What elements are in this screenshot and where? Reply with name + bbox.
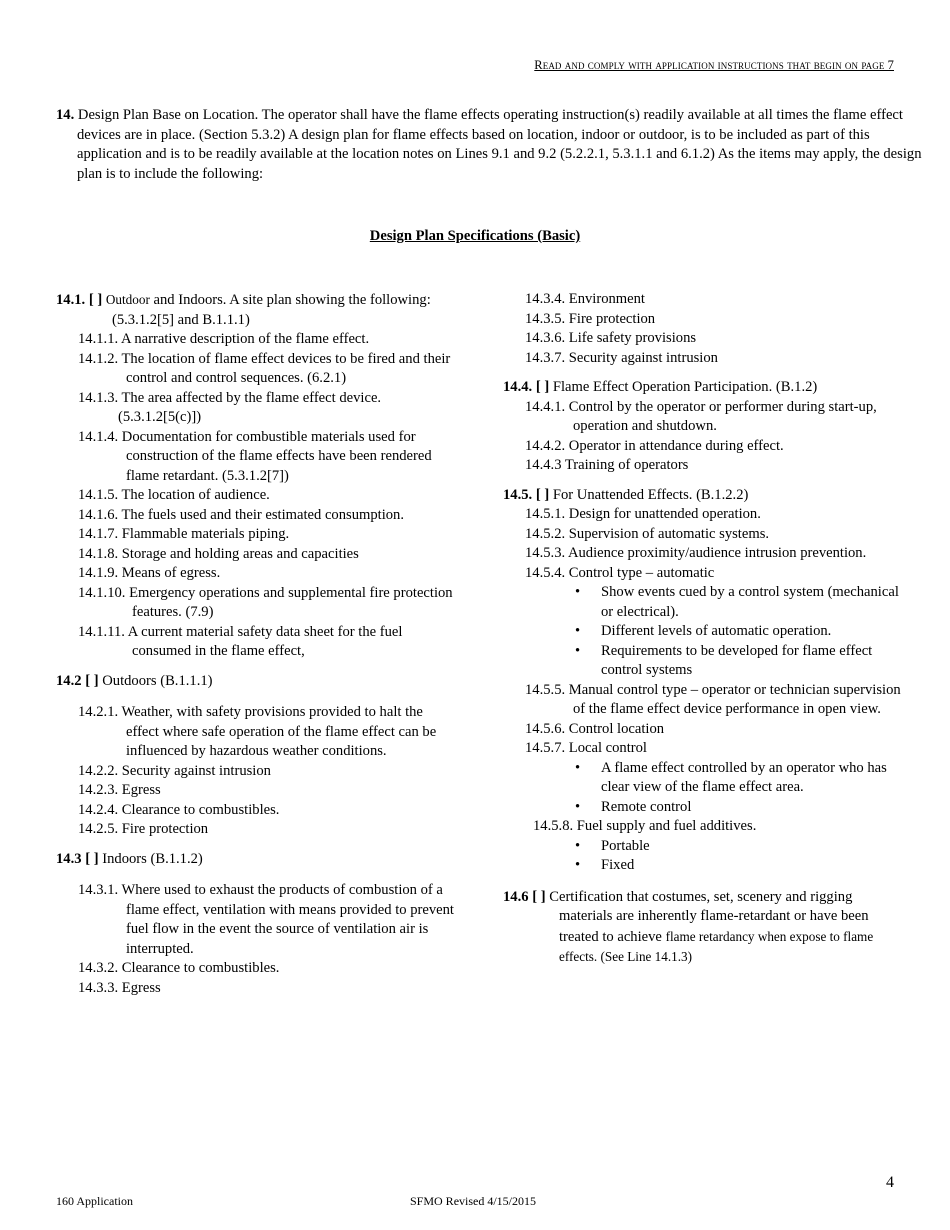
section-14-1 [56, 290, 456, 330]
list-item: 14.4.2. Operator in attendance during effect. [525, 437, 784, 454]
list-item: 14.2.3. Egress [78, 782, 161, 798]
section-text: For Unattended Effects. (B.1.2.2) [552, 486, 749, 503]
bullet-text: A flame effect controlled by an operator who has clear view of the flame effect area. [601, 759, 887, 795]
section-number: 14.3 [56, 850, 82, 867]
list-item: 14.5.1. Design for unattended operation. [525, 506, 761, 522]
list-item: 14.1.4. Documentation for combustible materials used for construction of the flame effects have been rendered flame retardant. (5.3.1.2[7]) [78, 428, 432, 484]
bullet-text: Fixed [601, 857, 635, 873]
list-item: 14.2.2. Security against intrusion [78, 762, 271, 779]
intro-paragraph [56, 106, 922, 184]
checkbox[interactable]: [ ] [88, 292, 103, 308]
list-item: 14.5.5. Manual control type – operator or technician supervision of the flame effect device performance in open view. [525, 681, 901, 717]
list-item: 14.3.1. Where used to exhaust the products of combustion of a flame effect, ventilation with means provided to prevent fuel flow in the event the source of ventilation air is interrupted. [78, 882, 454, 957]
list-item: 14.5.3. Audience proximity/audience intrusion prevention. [525, 545, 867, 561]
checkbox[interactable]: [ ] [535, 486, 550, 503]
intro-number: 14. [56, 107, 75, 123]
checkbox[interactable]: [ ] [535, 379, 550, 395]
list-item: 14.1.3. The area affected by the flame effect device. (5.3.1.2[5(c)]) [78, 389, 382, 425]
section-14-5 [503, 486, 903, 506]
checkbox[interactable]: [ ] [532, 888, 546, 905]
list-item: 14.1.8. Storage and holding areas and capacities [78, 545, 359, 562]
left-column [56, 290, 456, 998]
bullet-item [503, 642, 903, 681]
section-14-6 [503, 888, 903, 968]
list-item: 14.1.1. A narrative description of the flame effect. [78, 331, 370, 347]
bullet-item [503, 856, 903, 876]
list-item: 14.1.9. Means of egress. [78, 565, 221, 581]
list-item: 14.3.7. Security against intrusion [525, 349, 718, 366]
right-column [503, 290, 903, 968]
section-number: 14.1. [56, 292, 86, 308]
bullet-text: Requirements to be developed for flame effect control systems [601, 642, 873, 678]
list-item: 14.1.6. The fuels used and their estimated consumption. [78, 506, 405, 523]
list-item: 14.3.4. Environment [525, 291, 645, 307]
section-14-4 [503, 378, 903, 398]
list-item: 14.1.10. Emergency operations and supplemental fire protection features. (7.9) [78, 584, 453, 620]
list-item: 14.5.2. Supervision of automatic systems. [525, 525, 770, 542]
bullet-dot-icon: • [575, 837, 581, 854]
section-number: 14.4. [503, 379, 533, 395]
section-text: and Indoors. A site plan showing the following: (5.3.1.2[5] and B.1.1.1) [112, 292, 431, 328]
section-number: 14.2 [56, 672, 82, 689]
bullet-item [503, 622, 903, 642]
bullet-dot-icon: • [575, 623, 581, 639]
section-text: Outdoors (B.1.1.1) [102, 672, 213, 689]
list-item: 14.3.2. Clearance to combustibles. [78, 960, 280, 976]
list-item: 14.1.2. The location of flame effect devices to be fired and their control and control sequences. (6.2.1) [78, 350, 451, 386]
list-item: 14.4.1. Control by the operator or performer during start-up, operation and shutdown. [525, 398, 877, 434]
checkbox[interactable]: [ ] [85, 850, 99, 867]
section-14-3 [56, 850, 456, 870]
intro-text: Design Plan Base on Location. The operator shall have the flame effects operating instruction(s) readily available at all times the flame effect devices are in place. (Section 5.3.2) A design plan for flame effects based on location, indoor or outdoor, is to be included as part of this application and is to be readily available at the location notes on Lines 9.1 and 9.2 (5.2.2.1, 5.3.1.1 and 6.1.2) As the items may apply, the design plan is to include the following: [77, 107, 922, 182]
spec-title: Design Plan Specifications (Basic) [369, 228, 581, 244]
bullet-dot-icon: • [575, 584, 581, 600]
bullet-dot-icon: • [575, 642, 581, 659]
list-item: 14.3.5. Fire protection [525, 310, 656, 327]
list-item: 14.3.6. Life safety provisions [525, 330, 697, 346]
list-item: 14.5.8. Fuel supply and fuel additives. [533, 818, 757, 834]
section-text: Flame Effect Operation Participation. (B.1.2) [552, 379, 818, 395]
bullet-item [503, 798, 903, 818]
bullet-text: Portable [601, 837, 650, 854]
checkbox[interactable]: [ ] [85, 672, 99, 689]
section-14-2 [56, 672, 456, 692]
header-instruction-note: Read and comply with application instructions that begin on page 7 [534, 58, 894, 72]
list-item: 14.2.4. Clearance to combustibles. [78, 801, 280, 818]
list-item: 14.1.11. A current material safety data sheet for the fuel consumed in the flame effect, [78, 623, 403, 659]
page-number: 4 [886, 1174, 894, 1191]
section-text-part: flame retardancy when expose to flame effects. (See Line 14.1.3) [559, 928, 874, 964]
list-item: 14.4.3 Training of operators [525, 457, 689, 473]
bullet-dot-icon: • [575, 798, 581, 815]
bullet-item [503, 837, 903, 857]
bullet-dot-icon: • [575, 759, 581, 776]
footer-form-name: 160 Application [56, 1194, 133, 1208]
bullet-item [503, 583, 903, 622]
list-item: 14.1.7. Flammable materials piping. [78, 526, 290, 542]
bullet-item [503, 759, 903, 798]
footer-revision: SFMO Revised 4/15/2015 [410, 1194, 537, 1208]
section-text: Indoors (B.1.1.2) [102, 850, 203, 867]
list-item: 14.2.5. Fire protection [78, 821, 209, 837]
section-number: 14.5. [503, 486, 533, 503]
list-item: 14.3.3. Egress [78, 979, 161, 996]
list-item: 14.2.1. Weather, with safety provisions provided to halt the effect where safe operation of the flame effect can be influenced by hazardous weather conditions. [78, 704, 437, 759]
list-item: 14.1.5. The location of audience. [78, 487, 270, 503]
bullet-dot-icon: • [575, 857, 581, 873]
section-text: Certification that costumes, set, scenery and rigging materials are inherently flame-retardant or have been treated to achieve [549, 888, 869, 945]
bullet-text: Show events cued by a control system (mechanical or electrical). [601, 584, 899, 620]
section-number: 14.6 [503, 888, 529, 905]
list-item: 14.5.4. Control type – automatic [525, 564, 715, 581]
bullet-text: Remote control [601, 798, 692, 815]
section-text-part: Outdoor [105, 292, 150, 307]
bullet-text: Different levels of automatic operation. [601, 623, 832, 639]
list-item: 14.5.6. Control location [525, 720, 665, 737]
list-item: 14.5.7. Local control [525, 740, 647, 756]
